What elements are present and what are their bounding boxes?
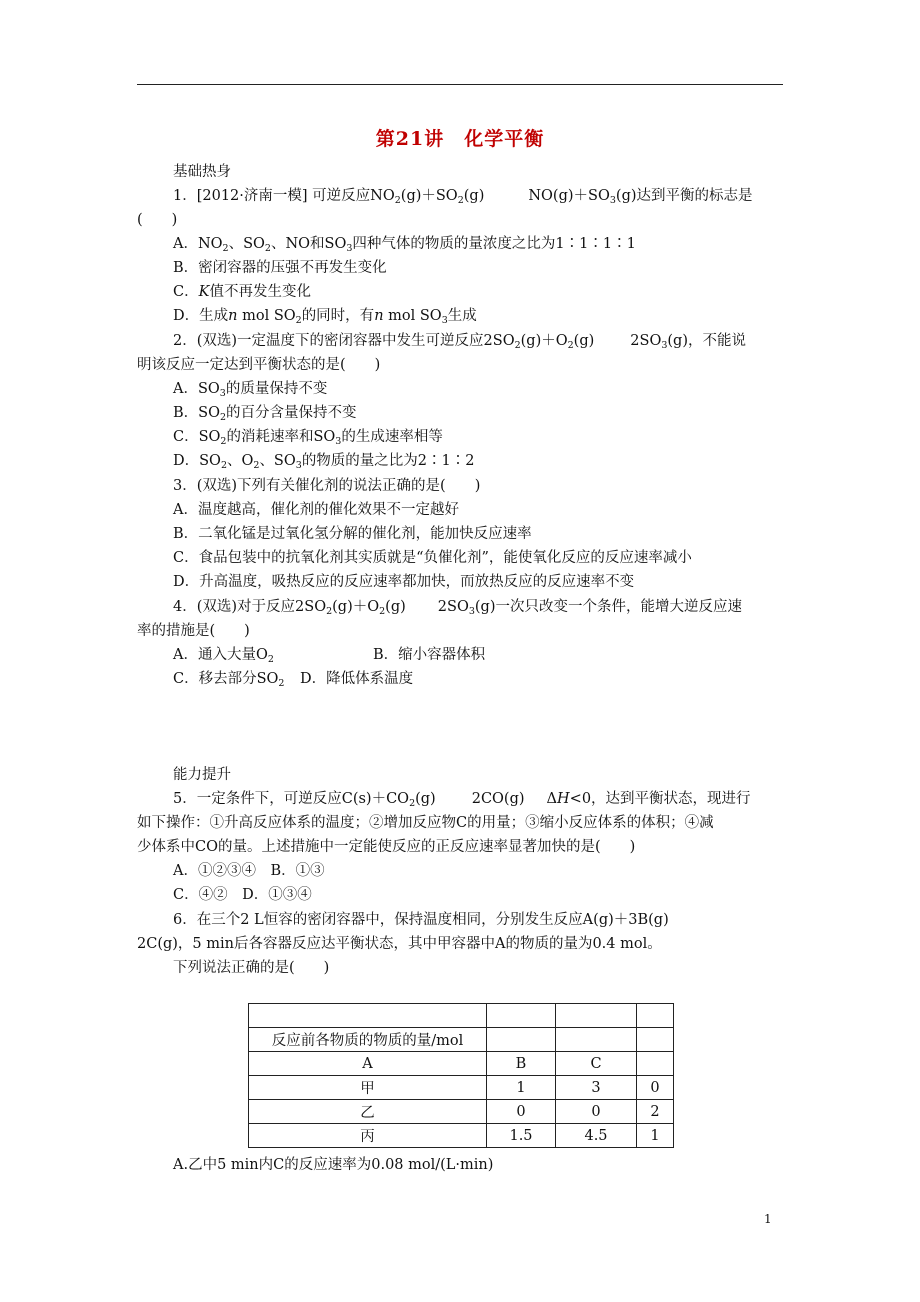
question-2-option-a: A．$SO_3$的质量保持不变 — [173, 381, 328, 399]
question-4-stem: 4．(双选)对于反应$2SO_2(g)+O_2(g)$ $2SO_3(g)$一次只改变一个条件，能增大逆反应速 — [173, 599, 742, 617]
question-2-stem-cont: 明该反应一定达到平衡状态的是( ) — [137, 357, 381, 373]
table-cell: 0 — [637, 1076, 674, 1100]
table-row — [249, 1076, 674, 1100]
question-4-option-d: D．降低体系温度 — [300, 671, 414, 687]
page-number: 1 — [764, 1212, 772, 1226]
table-cell: 1.5 — [487, 1124, 556, 1148]
table-cell: 3 — [556, 1076, 637, 1100]
table-header: 反应前各物质的物质的量/mol — [249, 1028, 487, 1052]
table-col-header: B — [487, 1052, 556, 1076]
question-4-option-b: B．缩小容器体积 — [373, 647, 486, 663]
section-heading-basic: 基础热身 — [173, 164, 231, 180]
table-row — [249, 1100, 674, 1124]
question-5-stem-cont-1: 如下操作：①升高反应体系的温度；②增加反应物C的用量；③缩小反应体系的体积；④减 — [137, 815, 714, 831]
table-cell: 0 — [487, 1100, 556, 1124]
question-4-stem-cont: 率的措施是( ) — [137, 623, 250, 639]
section-heading-advanced: 能力提升 — [173, 767, 231, 783]
table-cell: 0 — [556, 1100, 637, 1124]
table-cell: 4.5 — [556, 1124, 637, 1148]
table-col-header: C — [556, 1052, 637, 1076]
question-3-option-c: C．食品包装中的抗氧化剂其实质就是“负催化剂”，能使氧化反应的反应速率减小 — [173, 550, 692, 566]
header-rule — [137, 84, 783, 85]
question-2-option-c: C．$SO_2$的消耗速率和$SO_3$的生成速率相等 — [173, 429, 443, 447]
question-1-option-b: B．密闭容器的压强不再发生变化 — [173, 260, 387, 276]
question-4-option-a: A．通入大量$O_2$ — [173, 647, 274, 665]
question-5-options-ab: A．①②③④ B．①③ — [173, 863, 325, 879]
question-2-stem: 2．(双选)一定温度下的密闭容器中发生可逆反应$2SO_2(g)+O_2(g)$ $2SO_3(g)$，不能说 — [173, 333, 746, 351]
table-cell: 2 — [637, 1100, 674, 1124]
question-6-stem: 6．在三个2 L恒容的密闭容器中，保持温度相同，分别发生反应A(g)＋3B(g) — [173, 912, 669, 928]
question-2-option-b: B．$SO_2$的百分含量保持不变 — [173, 405, 357, 423]
table-col-header: A — [249, 1052, 487, 1076]
page-title: 第21讲 化学平衡 — [375, 128, 545, 150]
table-cell: 丙 — [249, 1124, 487, 1148]
table-row — [249, 1052, 674, 1076]
question-4-option-c: C．移去部分$SO_2$ — [173, 671, 285, 689]
question-3-option-d: D．升高温度，吸热反应的反应速率都加快，而放热反应的反应速率不变 — [173, 574, 635, 590]
table-row — [249, 1004, 674, 1028]
question-5-options-cd: C．④② D．①③④ — [173, 887, 312, 903]
question-6-prompt: 下列说法正确的是( ) — [173, 960, 330, 976]
question-3-option-a: A．温度越高，催化剂的催化效果不一定越好 — [173, 502, 459, 518]
table-cell: 乙 — [249, 1100, 487, 1124]
question-6-option-a: A.乙中5 min内C的反应速率为0.08 mol/(L·min) — [173, 1157, 494, 1173]
table-row — [249, 1028, 674, 1052]
question-2-option-d: D．$SO_2$、$O_2$、$SO_3$的物质的量之比为2∶1∶2 — [173, 453, 475, 471]
question-3-stem: 3．(双选)下列有关催化剂的说法正确的是( ) — [173, 478, 481, 494]
data-table — [248, 1003, 674, 1148]
question-1-paren: ( ) — [137, 212, 178, 228]
table-cell: 甲 — [249, 1076, 487, 1100]
question-1-option-c: C．K值不再发生变化 — [173, 284, 311, 300]
question-1-stem: 1．[2012·济南一模] 可逆反应$NO_2(g)+SO_2(g)$ $NO(g)+SO_3(g)$达到平衡的标志是 — [173, 188, 753, 206]
question-1-option-d: D．生成n mol $SO_2$的同时，有n mol $SO_3$生成 — [173, 308, 477, 326]
question-5-stem-cont-2: 少体系中CO的量。上述措施中一定能使反应的正反应速率显著加快的是( ) — [137, 839, 636, 855]
table-row — [249, 1124, 674, 1148]
table-cell: 1 — [637, 1124, 674, 1148]
question-6-stem-cont: 2C(g)，5 min后各容器反应达平衡状态，其中甲容器中A的物质的量为0.4 mol。 — [137, 936, 662, 952]
question-5-stem: 5．一定条件下，可逆反应$C(s)+CO_2(g)$ 2CO(g) ΔH<0，达到平衡状态，现进行 — [173, 791, 751, 809]
question-3-option-b: B．二氧化锰是过氧化氢分解的催化剂，能加快反应速率 — [173, 526, 532, 542]
table-cell: 1 — [487, 1076, 556, 1100]
question-1-option-a: A．$NO_2$、$SO_2$、NO和$SO_3$四种气体的物质的量浓度之比为1∶1∶1∶1 — [173, 236, 636, 254]
